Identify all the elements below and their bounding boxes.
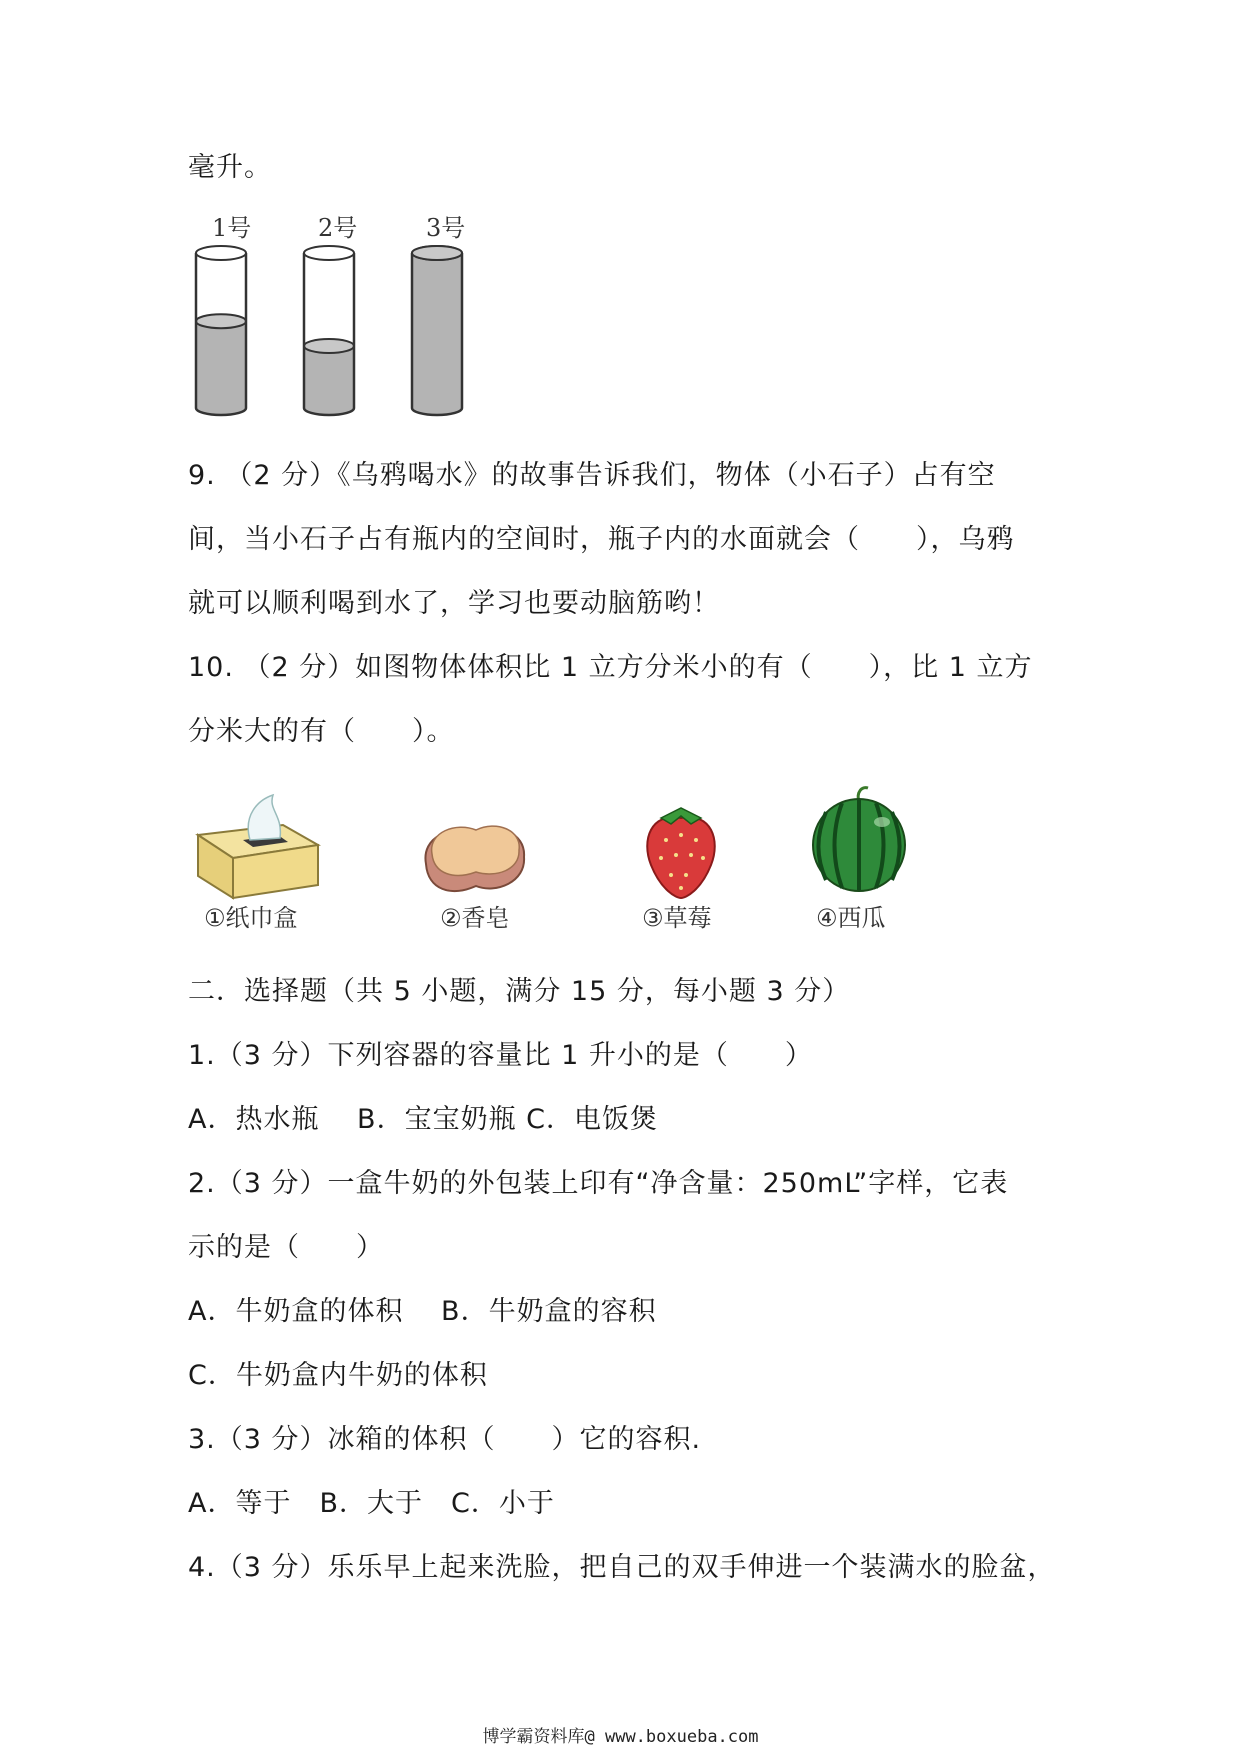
cylinder-rim bbox=[196, 246, 246, 260]
object-4-label: ④西瓜 bbox=[816, 904, 886, 932]
cylinder-2 bbox=[304, 246, 354, 415]
cylinder-1-label: 1号 bbox=[212, 214, 252, 242]
mc1-question: 1.（3 分）下列容器的容量比 1 升小的是（ ） bbox=[188, 1040, 813, 1071]
cylinder-3 bbox=[412, 246, 462, 415]
mc2-line1: 2.（3 分）一盒牛奶的外包装上印有“净含量：250mL”字样，它表 bbox=[188, 1168, 1009, 1199]
object-3-label: ③草莓 bbox=[642, 904, 712, 932]
mc2-options1: A．牛奶盒的体积 B．牛奶盒的容积 bbox=[188, 1296, 657, 1327]
cylinder-rim bbox=[412, 246, 462, 260]
soap-icon bbox=[416, 802, 536, 902]
mc2-options2: C．牛奶盒内牛奶的体积 bbox=[188, 1360, 488, 1391]
text-fragment: 毫升。 bbox=[188, 152, 272, 183]
cylinders-drawing bbox=[190, 208, 490, 418]
water-fill bbox=[196, 321, 246, 415]
q9-line3: 就可以顺利喝到水了，学习也要动脑筋哟！ bbox=[188, 588, 720, 619]
object-1-label: ①纸巾盒 bbox=[204, 904, 298, 932]
q10-line2: 分米大的有（ ）。 bbox=[188, 716, 455, 747]
strawberry-icon bbox=[636, 790, 726, 900]
mc3-options: A．等于 B．大于 C．小于 bbox=[188, 1488, 555, 1519]
mc2-line2: 示的是（ ） bbox=[188, 1232, 384, 1263]
q9-line2: 间，当小石子占有瓶内的空间时，瓶子内的水面就会（ ），乌鸦 bbox=[188, 524, 1015, 555]
mc4-line1: 4.（3 分）乐乐早上起来洗脸，把自己的双手伸进一个装满水的脸盆， bbox=[188, 1552, 1056, 1583]
cylinder-1 bbox=[196, 246, 246, 415]
mc3-question: 3.（3 分）冰箱的体积（ ）它的容积. bbox=[188, 1424, 702, 1455]
object-2-label: ②香皂 bbox=[440, 904, 510, 932]
cylinders-figure bbox=[190, 208, 490, 418]
section-2-heading: 二．选择题（共 5 小题，满分 15 分，每小题 3 分） bbox=[188, 976, 851, 1007]
tissue-box-icon bbox=[188, 790, 328, 900]
water-fill bbox=[304, 346, 354, 415]
water-surface bbox=[304, 339, 354, 353]
mc1-options: A．热水瓶 B．宝宝奶瓶 C．电饭煲 bbox=[188, 1104, 659, 1135]
q9-line1: 9. （2 分）《乌鸦喝水》的故事告诉我们，物体（小石子）占有空 bbox=[188, 460, 996, 491]
water-fill bbox=[412, 253, 462, 415]
cylinder-3-label: 3号 bbox=[426, 214, 466, 242]
objects-figure bbox=[188, 780, 948, 940]
water-surface bbox=[196, 314, 246, 328]
watermelon-icon bbox=[804, 780, 914, 895]
cylinder-2-label: 2号 bbox=[318, 214, 358, 242]
cylinder-rim bbox=[304, 246, 354, 260]
footer-watermark: 博学霸资料库@ www.boxueba.com bbox=[482, 1727, 759, 1747]
q10-line1: 10. （2 分）如图物体体积比 1 立方分米小的有（ ），比 1 立方 bbox=[188, 652, 1033, 683]
